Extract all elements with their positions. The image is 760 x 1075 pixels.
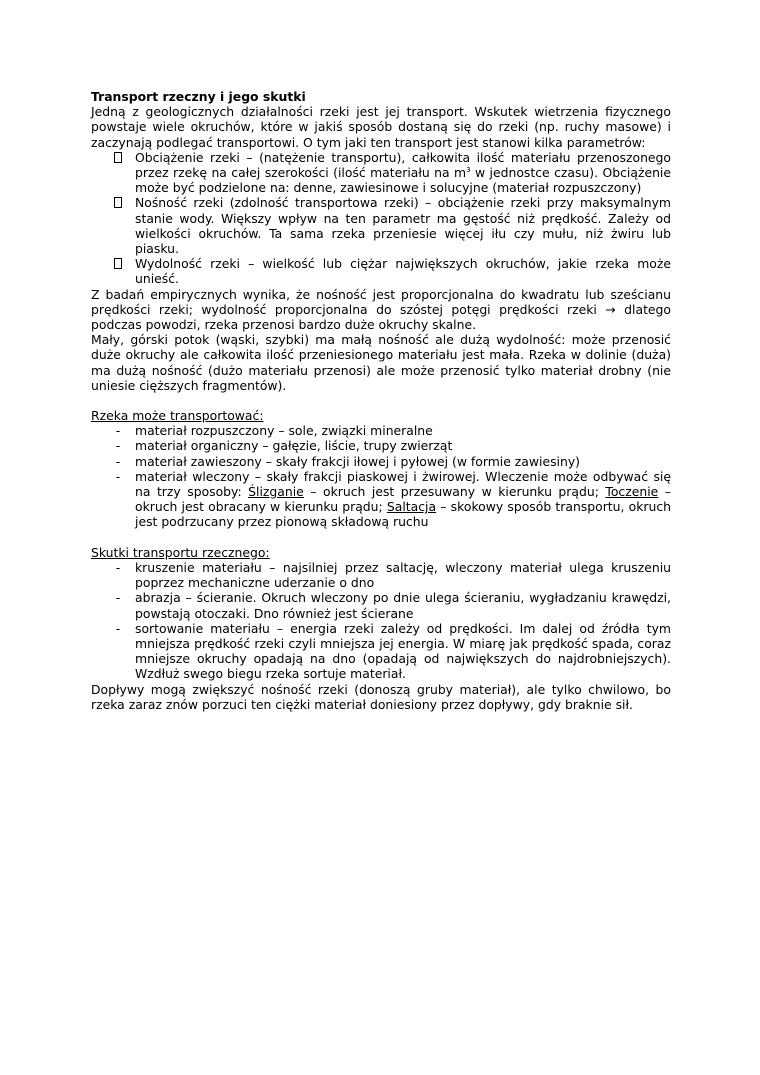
param-text: Obciążenie rzeki – (natężenie transportu), całkowita ilość materiału przenoszonego przez rzekę na całej szerokości (ilość materiału na m: [135, 149, 671, 181]
dash-marker: -: [115, 590, 121, 606]
list-item-text: materiał zawieszony – skały frakcji iłowej i pyłowej (w formie zawiesiny): [135, 453, 581, 469]
list-item-text: abrazja – ścieranie. Okruch wleczony po dnie ulega ścieraniu, wygładzaniu krawędzi, powstają otoczaki. Dno również jest ścierane: [135, 590, 671, 621]
list-item-text: sortowanie materiału – energia rzeki zależy od prędkości. Im dalej od źródła tym mniejsza prędkość rzeki czyli mniejsza jej energia. W miarę jak prędkość spada, coraz mniejsze okruchy opadają na dno (opadają od największych do najdrobniejszych). Wzdłuż swego biegu rzeka sortuje materiał.: [135, 620, 671, 682]
bullet-icon: [111, 150, 125, 165]
list-item: [91, 256, 671, 286]
superscript: 3: [466, 165, 471, 174]
list-item-text: – okruch jest przesuwany w kierunku prądu;: [303, 484, 606, 500]
list-item: [91, 195, 671, 256]
dash-marker: -: [115, 620, 121, 636]
list-item-text: – skokowy sposób transportu, okruch jest podrzucany przez pionową składową ruchu: [135, 499, 672, 530]
intro-paragraph: Jedną z geologicznych działalności rzeki jest jej transport. Wskutek wietrzenia fizycznego powstaje wiele okruchów, które w jakiś sposób dostaną się do rzeki (np. ruchy masowe) i zaczynają podlegać transportowi. O tym jaki ten transport jest stanowi kilka parametrów:: [91, 104, 671, 150]
term-saltacja: Saltacja: [386, 499, 437, 515]
paragraph-stream-comparison: Mały, górski potok (wąski, szybki) ma małą nośność ale dużą wydolność: może przenosić duże okruchy ale całkowita ilość przeniesionego materiału jest mała. Rzeka w dolinie (duża) ma dużą nośność (dużo materiału przenosi) ale może przenosić tylko materiał drobny (nie uniesie cięższych fragmentów).: [91, 332, 671, 393]
dash-marker: -: [115, 453, 121, 469]
list-item-text: kruszenie materiału – najsilniej przez saltację, wleczony materiał ulega kruszeniu poprzez mechaniczne uderzanie o dno: [135, 559, 671, 591]
term-toczenie: Toczenie: [605, 484, 659, 500]
dash-marker: -: [115, 438, 121, 454]
list-item: [91, 423, 671, 438]
param-text-cont: w jednostce czasu). Obciążenie może być podzielone na: denne, zawiesinowe i solucyjne (materiał rozpuszczony): [135, 165, 671, 196]
transport-list: [91, 423, 671, 529]
paragraph-empirical: Z badań empirycznych wynika, że nośność jest proporcjonalna do kwadratu lub sześcianu prędkości rzeki; wydolność proporcjonalna do szóstej potęgi prędkości rzeki → dlatego podczas powodzi, rzeka przenosi bardzo duże okruchy skalne.: [91, 286, 671, 333]
list-item: [91, 560, 671, 590]
term-slizganie: Ślizganie: [248, 484, 304, 500]
list-item: [91, 621, 671, 682]
list-item: [91, 150, 671, 196]
bullet-icon: [111, 256, 125, 271]
parameters-list: [91, 150, 671, 287]
list-item: [91, 590, 671, 620]
document-title: Transport rzeczny i jego skutki: [91, 89, 306, 104]
dash-marker: -: [115, 468, 121, 484]
list-item-text: materiał organiczny – gałęzie, liście, trupy zwierząt: [135, 438, 453, 454]
list-item: [91, 438, 671, 453]
effects-list: [91, 560, 671, 682]
section-heading-transport: Rzeka może transportować:: [91, 408, 264, 424]
param-text: Nośność rzeki (zdolność transportowa rzeki) – obciążenie rzeki przy maksymalnym stanie wody. Większy wpływ na ten parametr ma gęstość niż prędkość. Zależy od wielkości okruchów. Ta sama rzeka przeniesie więcej iłu czy mułu, niż żwiru lub piasku.: [135, 195, 671, 257]
bullet-icon: [111, 195, 125, 210]
list-item: [91, 454, 671, 469]
document-page: [91, 89, 671, 712]
section-heading-effects: Skutki transportu rzecznego:: [91, 544, 270, 560]
list-item: [91, 469, 671, 530]
closing-paragraph: Dopływy mogą zwiększyć nośność rzeki (donoszą gruby materiał), ale tylko chwilowo, bo rzeka zaraz znów porzuci ten ciężki materiał doniesiony przez dopływy, gdy braknie sił.: [91, 681, 671, 712]
param-text: Wydolność rzeki – wielkość lub ciężar największych okruchów, jakie rzeka może unieść.: [135, 256, 671, 287]
list-item-text: – okruch jest obracany w kierunku prądu;: [135, 484, 671, 515]
dash-marker: -: [115, 559, 121, 575]
dash-marker: -: [115, 423, 121, 439]
list-item-text: materiał wleczony – skały frakcji piaskowej i żwirowej. Wleczenie może odbywać się na trzy sposoby:: [135, 468, 671, 500]
list-item-text: materiał rozpuszczony – sole, związki mineralne: [135, 423, 433, 439]
